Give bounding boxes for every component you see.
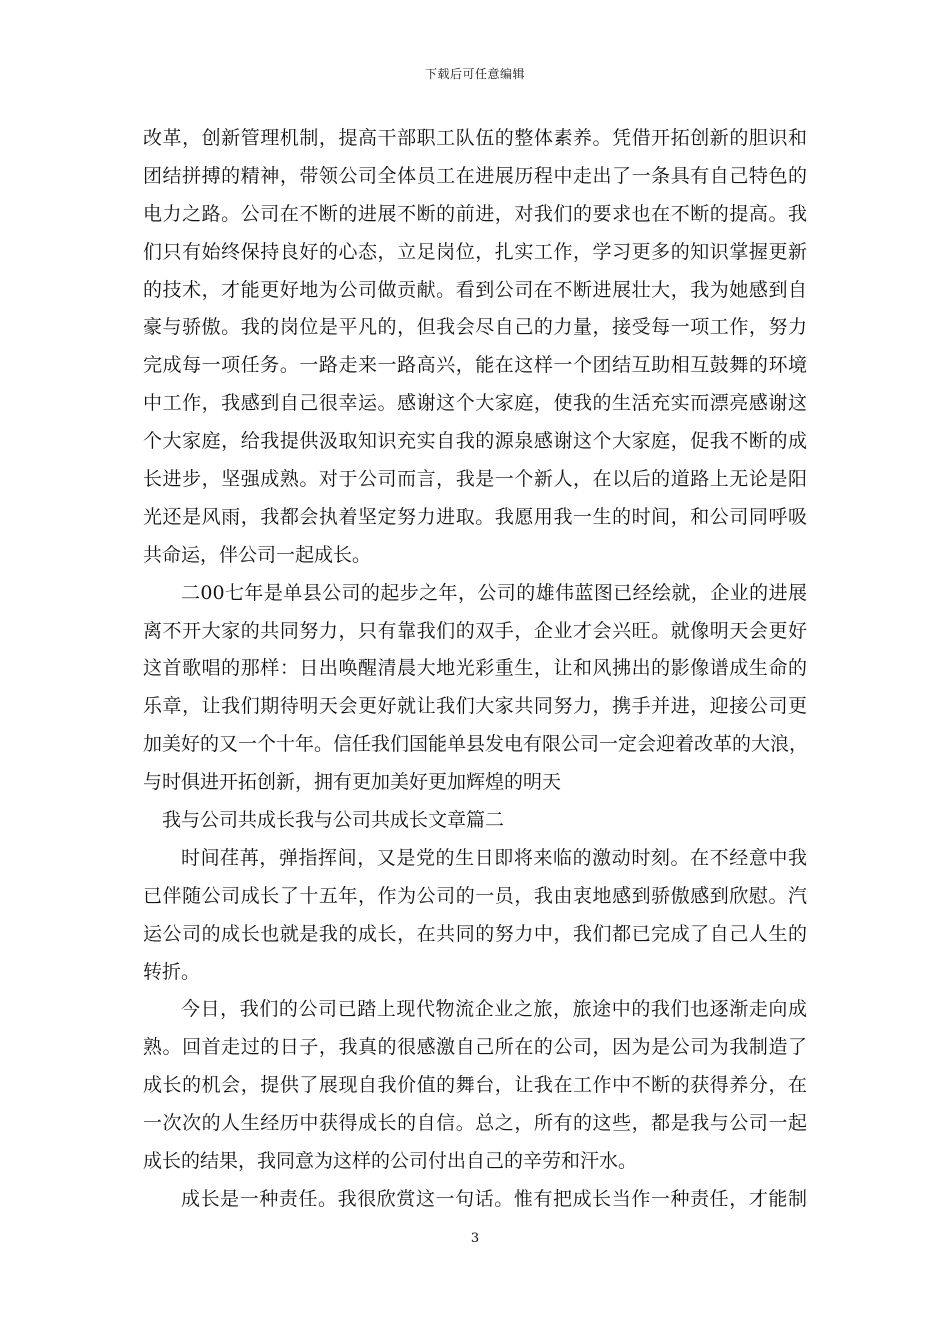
text-line: 团结拼搏的精神，带领公司全体员工在进展历程中走出了一条具有自己特色的 xyxy=(143,164,807,187)
text-line: 今日，我们的公司已踏上现代物流企业之旅，旅途中的我们也逐渐走向成 xyxy=(181,998,807,1021)
text-line: 乐章，让我们期待明天会更好就让我们大家共同努力，携手并进，迎接公司更 xyxy=(143,695,807,718)
text-line: 熟。回首走过的日子，我真的很感激自己所在的公司，因为是公司为我制造了 xyxy=(143,1036,807,1059)
text-line: 与时俱进开拓创新，拥有更加美好更加辉煌的明天 xyxy=(143,771,562,794)
text-line: 运公司的成长也就是我的成长，在共同的努力中，我们都已完成了自己人生的 xyxy=(143,922,807,945)
text-line: 成长的机会，提供了展现自我价值的舞台，让我在工作中不断的获得养分，在 xyxy=(143,1074,807,1097)
text-line: 中工作，我感到自己很幸运。感谢这个大家庭，使我的生活充实而漂亮感谢这 xyxy=(143,392,807,415)
text-line: 二00七年是单县公司的起步之年，公司的雄伟蓝图已经绘就，企业的进展 xyxy=(181,581,807,604)
text-line: 已伴随公司成长了十五年，作为公司的一员，我由衷地感到骄傲感到欣慰。汽 xyxy=(143,884,807,907)
text-line: 这首歌唱的那样：日出唤醒清晨大地光彩重生，让和风拂出的影像谱成生命的 xyxy=(143,657,807,680)
text-line: 长进步，坚强成熟。对于公司而言，我是一个新人，在以后的道路上无论是阳 xyxy=(143,468,807,491)
document-body xyxy=(143,126,807,1225)
text-line: 一次次的人生经历中获得成长的自信。总之，所有的这些，都是我与公司一起 xyxy=(143,1112,807,1135)
text-line: 们只有始终保持良好的心态，立足岗位，扎实工作，学习更多的知识掌握更新 xyxy=(143,240,807,263)
text-line: 豪与骄傲。我的岗位是平凡的，但我会尽自己的力量，接受每一项工作，努力 xyxy=(143,316,807,339)
text-line: 离不开大家的共同努力，只有靠我们的双手，企业才会兴旺。就像明天会更好 xyxy=(143,619,807,642)
text-line: 成长的结果，我同意为这样的公司付出自己的辛劳和汗水。 xyxy=(143,1150,638,1173)
text-line: 个大家庭，给我提供汲取知识充实自我的源泉感谢这个大家庭，促我不断的成 xyxy=(143,430,807,453)
text-line: 改革，创新管理机制，提高干部职工队伍的整体素养。凭借开拓创新的胆识和 xyxy=(143,127,807,149)
text-line: 成长是一种责任。我很欣赏这一句话。惟有把成长当作一种责任，才能制 xyxy=(181,1187,807,1210)
text-line: 加美好的又一个十年。信任我们国能单县发电有限公司一定会迎着改革的大浪， xyxy=(143,733,809,756)
text-line: 的技术，才能更好地为公司做贡献。看到公司在不断进展壮大，我为她感到自 xyxy=(143,278,807,301)
text-line: 共命运，伴公司一起成长。 xyxy=(143,543,372,566)
page-header: 下载后可任意编辑 xyxy=(424,67,525,81)
text-line: 转折。 xyxy=(143,960,201,983)
page-number: 3 xyxy=(470,1231,480,1246)
text-line: 完成每一项任务。一路走来一路高兴，能在这样一个团结互助相互鼓舞的环境 xyxy=(143,354,807,377)
text-line: 电力之路。公司在不断的进展不断的前进，对我们的要求也在不断的提高。我 xyxy=(143,202,807,225)
section-heading: 我与公司共成长我与公司共成长文章篇二 xyxy=(162,809,505,832)
text-line: 时间荏苒，弹指挥间，又是党的生日即将来临的激动时刻。在不经意中我 xyxy=(181,846,807,869)
text-line: 光还是风雨，我都会执着坚定努力进取。我愿用我一生的时间，和公司同呼吸 xyxy=(143,505,807,528)
